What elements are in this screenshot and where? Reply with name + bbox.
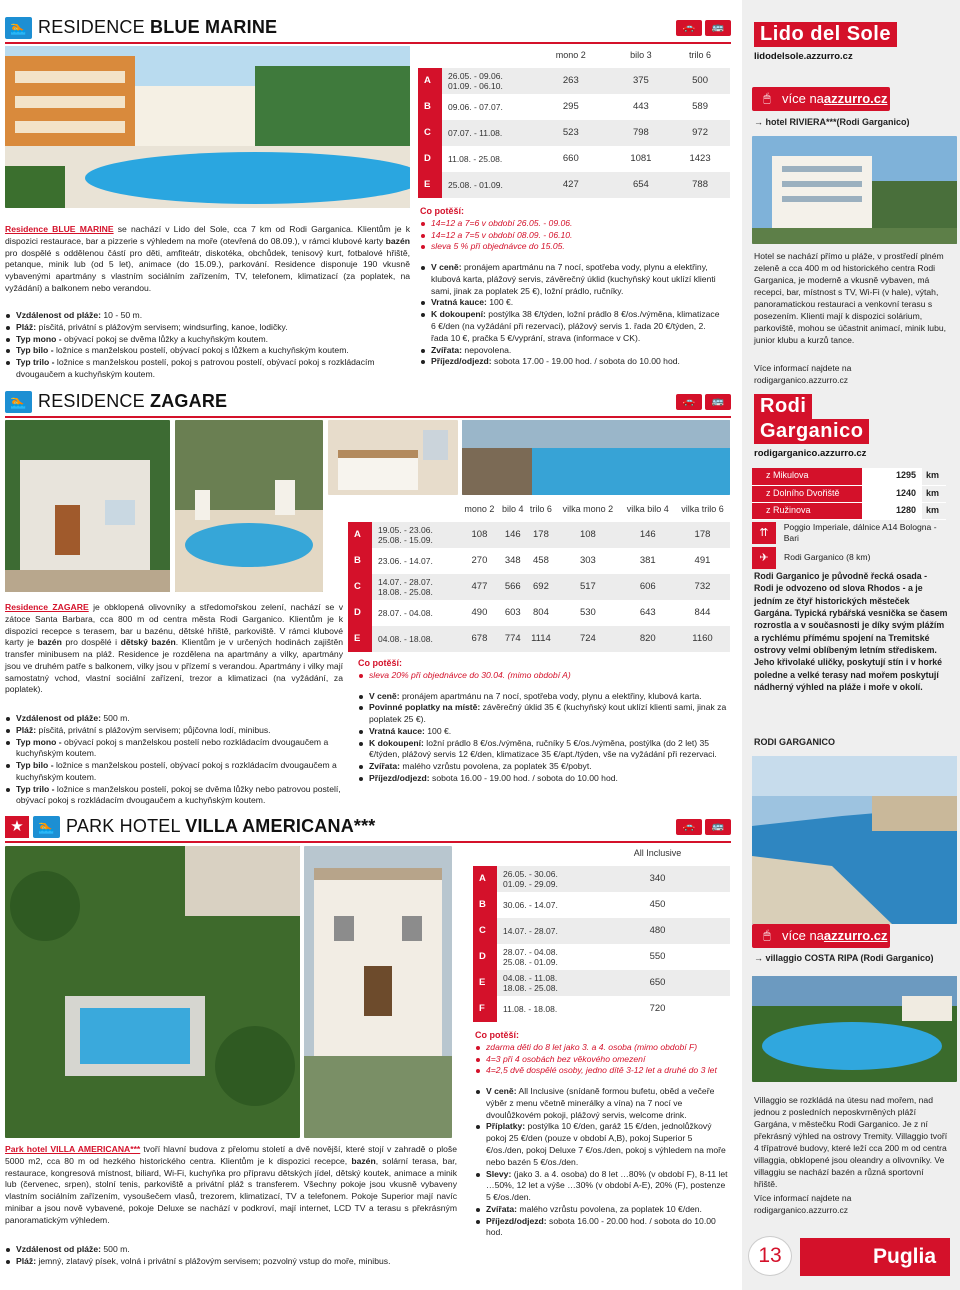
- zagare-title: RESIDENCE ZAGARE: [38, 391, 228, 412]
- table-row: z Mikulova 1295 km: [752, 468, 946, 485]
- villaggio-link[interactable]: → villaggio COSTA RIPA (Rodi Garganico): [754, 953, 934, 963]
- rodi-url[interactable]: rodigarganico.azzurro.cz: [754, 448, 867, 459]
- list-item: Vzdálenost od pláže: 500 m.: [5, 1244, 457, 1256]
- plane-icon: ✈: [752, 547, 776, 569]
- col-head: mono 2: [555, 50, 586, 61]
- bus-icon: 🚌: [705, 819, 731, 835]
- mouse-icon: 🖱: [763, 91, 771, 106]
- offers-label: Co potěší:: [475, 1030, 519, 1040]
- table-row: B 23.06. - 14.07. 270 348 458 303 381 491: [348, 548, 730, 574]
- zagare-photo-pool: [175, 420, 323, 592]
- list-item: Typ mono - obývací pokoj se dvěma lůžky a kuchyňským koutem.: [5, 334, 410, 346]
- blue-marine-features: [5, 310, 410, 381]
- list-item: sleva 5 % při objednávce do 15.05.: [420, 241, 725, 253]
- blue-marine-description: Residence BLUE MARINE se nachází v Lido del Sole, cca 7 km od Rodi Garganica. Klientům je k dispozici restaurace, bar a pizzerie s výhledem na moře (otevřená do 08.09.), v rámci klubové karty bazén pro dospělé s oddělenou částí pro děti, amfiteátr, diskotéka, obchůdek, tenisový kurt, fotbalové hřiště, petanque, minik lub (od 5 let), animace (do 15.09.), parkování. Residence disponuje 190 vkusně vybavenými apartmány s vlastním sociálním zařízením, TV, telefonem, klimatizací (za poplatek, na vyžádání) a balkonem nebo verandou.: [5, 224, 410, 293]
- list-item: Příjezd/odjezd: sobota 16.00 - 19.00 hod. / sobota do 10.00 hod.: [358, 773, 730, 785]
- list-item: Pláž: písčitá, privátní s plážovým servisem; půjčovna lodí, minibus.: [5, 725, 343, 737]
- photo-caption: RODI GARGANICO: [754, 737, 835, 747]
- lido-brand: Lido del Sole: [754, 22, 897, 47]
- zagare-description: Residence ZAGARE je obklopená olivovníky a středomořskou zelení, nachází se v zátoce Santa Barbara, cca 800 m od centra města Rodi Garganico. Klientům je k dispozici recepce s terasem, bar u bazénu, dětské hřiště, parkoviště. V rámci klubové karty je bazén pro dospělé i dětský bazén. Klientům je v určených hodinách zajištěn transfer minibusem na pláž. Residence je rozdělena na apartmány a vilky, apartmány jsou ve druhém patře s balkonem, vilky jsou v přízemí s verandou. Apartmány i vilky mají samostatný vchod, vlastní sociální zařízení, trezor a klimatizaci (na vyžádání, za poplatek).: [5, 602, 343, 695]
- rodi-town-photo: [752, 756, 957, 924]
- villa-offers: [475, 1030, 730, 1239]
- table-row: C 07.07. - 11.08. 523 798 972: [418, 120, 730, 146]
- rodi-brand-line1: Rodi: [754, 394, 812, 419]
- more-info-2: Více informací najdete na rodigarganico.azzurro.cz: [742, 1192, 960, 1216]
- car-icon: 🚗: [676, 819, 702, 835]
- zagare-link[interactable]: Residence ZAGARE: [5, 602, 89, 612]
- list-item: Vzdálenost od pláže: 10 - 50 m.: [5, 310, 410, 322]
- swim-icon: 🏊: [5, 391, 32, 413]
- table-row: B 30.06. - 14.07. 450: [473, 892, 730, 918]
- table-row: D 28.07. - 04.08. 25.08. - 01.09. 550: [473, 944, 730, 970]
- col-head: vilka mono 2: [562, 504, 614, 515]
- swim-icon: 🏊: [33, 816, 60, 838]
- list-item: Příplatky: postýlka 10 €/den, garáž 15 €/den, jednolůžkový pokoj 25 €/den (pouze v období A,B), pokoj Superior 5 €/os./den, pokoj Deluxe 7 €/os./den, pokoj s výhledem na moře nebo bazén 5 €/os./den.: [475, 1121, 730, 1168]
- region-label: Puglia: [800, 1238, 950, 1276]
- swim-icon: 🏊: [5, 17, 32, 39]
- blue-marine-photo: [5, 46, 410, 208]
- zagare-header: [5, 388, 731, 418]
- list-item: 4=3 při 4 osobách bez věkového omezení: [475, 1054, 730, 1066]
- list-item: K dokoupení: postýlka 38 €/týden, ložní prádlo 8 €/os./výměna, klimatizace 6 €/den (na vyžádání při rezervaci), plážový servis 1. řada 20 €/týden, 2. řada 10 €, pračka 5 €/vyprání, strava (informace v CK).: [420, 309, 725, 344]
- villa-description: Park hotel VILLA AMERICANA*** tvoří hlavní budova z přelomu století a dvě novější, které stojí v zahradě o ploše 5000 m2, cca 80 m od hezkého historického centra. Klientům je k dispozici recepce, bazén, solární terasa, bar, restaurace, kongresová místnost, biliard, Wi-Fi, kuchyňka pro přípravu dětských jídel, dětský koutek, animace a minik lub (červenec, srpen), stolní tenis, parkoviště a privátní pláž s transferem. Všechny pokoje jsou vkusně vybaveny vlastním sociálním zařízením, vysoušečem vlasů, trezorem, klimatizací, TV a telefonem. Pokoje Superior mají navíc minibar a jsou nově vybavené, pokoje Deluxe se nachází v podkroví, mají internet, LCD TV a terasu s překrásným panoramatickým výhledem.: [5, 1144, 457, 1225]
- zagare-photo-pool-night: [462, 420, 730, 495]
- table-row: B 09.06. - 07.07. 295 443 589: [418, 94, 730, 120]
- rodi-brand-block: [742, 394, 960, 461]
- table-row: C 14.07. - 28.07. 480: [473, 918, 730, 944]
- list-item: Příjezd/odjezd: sobota 17.00 - 19.00 hod. / sobota do 10.00 hod.: [420, 356, 725, 368]
- car-icon: 🚗: [676, 20, 702, 36]
- table-row: A 26.05. - 30.06. 01.09. - 29.09. 340: [473, 866, 730, 892]
- arrow-icon: →: [754, 953, 766, 963]
- col-head: trilo 6: [689, 50, 712, 61]
- lido-url[interactable]: lidodelsole.azzurro.cz: [754, 51, 853, 62]
- list-item: K dokoupení: ložní prádlo 8 €/os./výměna, ručníky 5 €/os./výměna, postýlka (do 2 let) 35 €/týden, plážový servis 12 €/den, klimatizace 35 €/apt./týden, vše na vyžádání při rezervaci.: [358, 738, 730, 762]
- list-item: 14=12 a 7=5 v období 08.09. - 06.10.: [420, 230, 725, 242]
- bus-icon: 🚌: [705, 394, 731, 410]
- rodi-text: Rodi Garganico je původně řecká osada - Rodi je odvozeno od slova Rhodos - a je jedním ze čtyř historických městeček Gargána. Typická rybářská vesnička se časem rozrostla a v současnosti je díky svým plážím a rychlému přímému spojení na Tremitské ostrovy velmi oblíbeným letním střediskem. Jeho křivolaké uličky, poskytují stín i v horké poledne a velké terasy nad mořem poskytují nádherný výhled na pláže i moře v okolí.: [754, 571, 948, 692]
- table-row: A 19.05. - 23.06. 25.08. - 15.09. 108 146 178 108 146 178: [348, 522, 730, 548]
- list-item: Vratná kauce: 100 €.: [420, 297, 725, 309]
- arrow-icon: →: [754, 117, 766, 127]
- offers-label: Co potěší:: [420, 206, 464, 216]
- road-info: ⇈ Poggio Imperiale, dálnice A14 Bologna - Bari: [752, 522, 952, 544]
- road-icon: ⇈: [752, 522, 776, 544]
- list-item: V ceně: All Inclusive (snídaně formou bufetu, oběd a večeře výběr z menu včetně minerálky a vína) na 7 nocí ve dvoulůžkovém pokoji, plážový servis, welcome drink.: [475, 1086, 730, 1121]
- bus-icon: 🚌: [705, 20, 731, 36]
- blue-marine-header: [5, 14, 731, 44]
- col-head: bilo 3: [630, 50, 652, 61]
- distance-table: [752, 468, 946, 520]
- air-info: ✈ Rodi Garganico (8 km): [752, 547, 952, 569]
- list-item: Slevy: (jako 3. a 4. osoba) do 8 let …80% (v období F), 8-11 let …50%, 12 let a výše …30% (v období A-E), 20% (F), postenze 5 €/os./den.: [475, 1169, 730, 1204]
- car-icon: 🚗: [676, 394, 702, 410]
- table-row: F 11.08. - 18.08. 720: [473, 996, 730, 1022]
- list-item: Pláž: písčitá, privátní s plážovým servisem; windsurfing, kanoe, lodičky.: [5, 322, 410, 334]
- list-item: Typ trilo - ložnice s manželskou postelí, pokoj s patrovou postelí, obývací pokoj s rozkládacím dvougaučem a kuchyňským koutem.: [5, 357, 410, 381]
- table-row: E 04.08. - 11.08. 18.08. - 25.08. 650: [473, 970, 730, 996]
- table-row: A 26.05. - 09.06. 01.09. - 06.10. 263 375 500: [418, 68, 730, 94]
- col-head: mono 2: [464, 504, 495, 515]
- blue-marine-link[interactable]: Residence BLUE MARINE: [5, 224, 114, 234]
- list-item: Typ mono - obývací pokoj s manželskou postelí nebo rozkládacím dvougaučem a kuchyňským koutem.: [5, 737, 343, 761]
- col-head: vilka trilo 6: [681, 504, 724, 515]
- list-item: Příjezd/odjezd: sobota 16.00 - 20.00 hod. / sobota do 10.00 hod.: [475, 1216, 730, 1240]
- villa-features: [5, 1244, 457, 1268]
- list-item: Typ bilo - ložnice s manželskou postelí, obývací pokoj s lůžkem a kuchyňským koutem.: [5, 345, 410, 357]
- list-item: V ceně: pronájem apartmánu na 7 nocí, spotřeba vody, plynu a elektřiny, klubová karta, plážový servis, závěrečný úklid (kuchyňský kout uklízí klienti sami, jinak za poplatek 25 €), ložní prádlo, ručníky.: [420, 262, 725, 297]
- rodi-brand-line2: Garganico: [754, 419, 869, 444]
- list-item: V ceně: pronájem apartmánu na 7 nocí, spotřeba vody, plynu a elektřiny, klubová karta.: [358, 691, 730, 703]
- list-item: Zvířata: nepovolena.: [420, 345, 725, 357]
- list-item: Typ trilo - ložnice s manželskou postelí, pokoj se dvěma lůžky nebo patrovou postelí, obývací pokoj s rozkládacím dvougaučem a kuchyňským koutem.: [5, 784, 343, 808]
- list-item: Pláž: jemný, zlatavý písek, volná i privátní s plážovým servisem; pozvolný vstup do moře, minibus.: [5, 1256, 457, 1268]
- table-row: D 28.07. - 04.08. 490 603 804 530 643 844: [348, 600, 730, 626]
- star-icon: ★: [5, 816, 29, 838]
- list-item: Typ bilo - ložnice s manželskou postelí, obývací pokoj s rozkládacím dvougaučem a kuchyňským koutem.: [5, 760, 343, 784]
- table-row: z Ružinova 1280 km: [752, 502, 946, 519]
- villa-photo-garden: [5, 846, 300, 1138]
- list-item: Zvířata: malého vzrůstu povolena, za poplatek 10 €/den.: [475, 1204, 730, 1216]
- zagare-price-table: [348, 498, 730, 652]
- villa-header: [5, 813, 731, 843]
- table-row: E 04.08. - 18.08. 678 774 1114 724 820 1160: [348, 626, 730, 652]
- hotel-riviera-text: Hotel se nachází přímo u pláže, v prostředí plném zeleně a cca 400 m od historického centra Rodi Garganica, je moderně a vkusně vybaven, má recepci, bar, místnost s TV, Wi-Fi (v hale), výtah, panoramatickou restauraci a venkovní terasu s posezením. Klienti mají k dispozici solárium, parkoviště, mohou se účastnit animací, minik lubu, junior klubu a kurzů tance.: [754, 251, 947, 346]
- table-row: C 14.07. - 28.07. 18.08. - 25.08. 477 566 692 517 606 732: [348, 574, 730, 600]
- villa-title: PARK HOTEL VILLA AMERICANA***: [66, 816, 376, 837]
- mouse-icon: 🖱: [763, 928, 771, 943]
- list-item: Povinné poplatky na místě: závěrečný úklid 35 € (kuchyňský kout uklízí klienti sami, jinak za poplatek 25 €).: [358, 702, 730, 726]
- hotel-riviera-link[interactable]: → hotel RIVIERA***(Rodi Garganico): [754, 117, 910, 127]
- hotel-riviera-photo: [752, 136, 957, 244]
- more-info-1: Více informací najdete na rodigarganico.azzurro.cz: [742, 362, 960, 386]
- blue-marine-offers: [420, 206, 725, 368]
- col-head: vilka bilo 4: [626, 504, 669, 515]
- villa-photo-building: [304, 846, 452, 1138]
- lido-brand-block: [742, 22, 960, 64]
- offers-label: Co potěší:: [358, 658, 402, 668]
- list-item: Vratná kauce: 100 €.: [358, 726, 730, 738]
- zagare-offers: [358, 658, 730, 785]
- col-head: trilo 6: [529, 504, 552, 515]
- villaggio-photo: [752, 976, 957, 1082]
- list-item: Zvířata: malého vzrůstu povolena, za poplatek 35 €/pobyt.: [358, 761, 730, 773]
- more-azzurro-button-2[interactable]: 🖱 více na azzurro.cz: [752, 924, 890, 948]
- zagare-features: [5, 713, 343, 807]
- villa-link[interactable]: Park hotel VILLA AMERICANA***: [5, 1144, 141, 1154]
- col-head: All Inclusive: [633, 848, 682, 859]
- list-item: sleva 20% při objednávce do 30.04. (mimo období A): [358, 670, 730, 682]
- list-item: 14=12 a 7=6 v období 26.05. - 09.06.: [420, 218, 725, 230]
- blue-marine-title: RESIDENCE BLUE MARINE: [38, 17, 278, 38]
- table-row: z Dolního Dvořiště 1240 km: [752, 485, 946, 502]
- more-info-1-url[interactable]: rodigarganico.azzurro.cz: [754, 375, 849, 386]
- list-item: 4=2,5 dvě dospělé osoby, jedno dítě 3-12 let a druhé do 3 let: [475, 1065, 730, 1077]
- table-row: E 25.08. - 01.09. 427 654 788: [418, 172, 730, 198]
- more-azzurro-button[interactable]: 🖱 více na azzurro.cz: [752, 87, 890, 111]
- table-row: D 11.08. - 25.08. 660 1081 1423: [418, 146, 730, 172]
- villaggio-text: Villaggio se rozkládá na útesu nad mořem, nad jednou z posledních neposkvrněných pláží Gargána, v městečku Rodi Garganico. Je z ní překrásný výhled na ostrovy Tremity. Villaggio tvoří 4 třípatrové budovy, které leží cca 200 m od centra villaggia, obklopené jsou oleandry a olivovníky. Ve villaggiu se nachází bazén a různá sportovní hřiště.: [754, 1095, 948, 1190]
- zagare-photo-building: [5, 420, 170, 592]
- villa-price-table: [473, 842, 730, 1022]
- list-item: Vzdálenost od pláže: 500 m.: [5, 713, 343, 725]
- blue-marine-price-table: [418, 44, 730, 198]
- col-head: bilo 4: [502, 504, 524, 515]
- zagare-photo-room: [328, 420, 458, 495]
- list-item: zdarma děti do 8 let jako 3. a 4. osoba (mimo období F): [475, 1042, 730, 1054]
- more-info-2-url[interactable]: rodigarganico.azzurro.cz: [754, 1205, 849, 1216]
- page-number: 13: [748, 1236, 792, 1276]
